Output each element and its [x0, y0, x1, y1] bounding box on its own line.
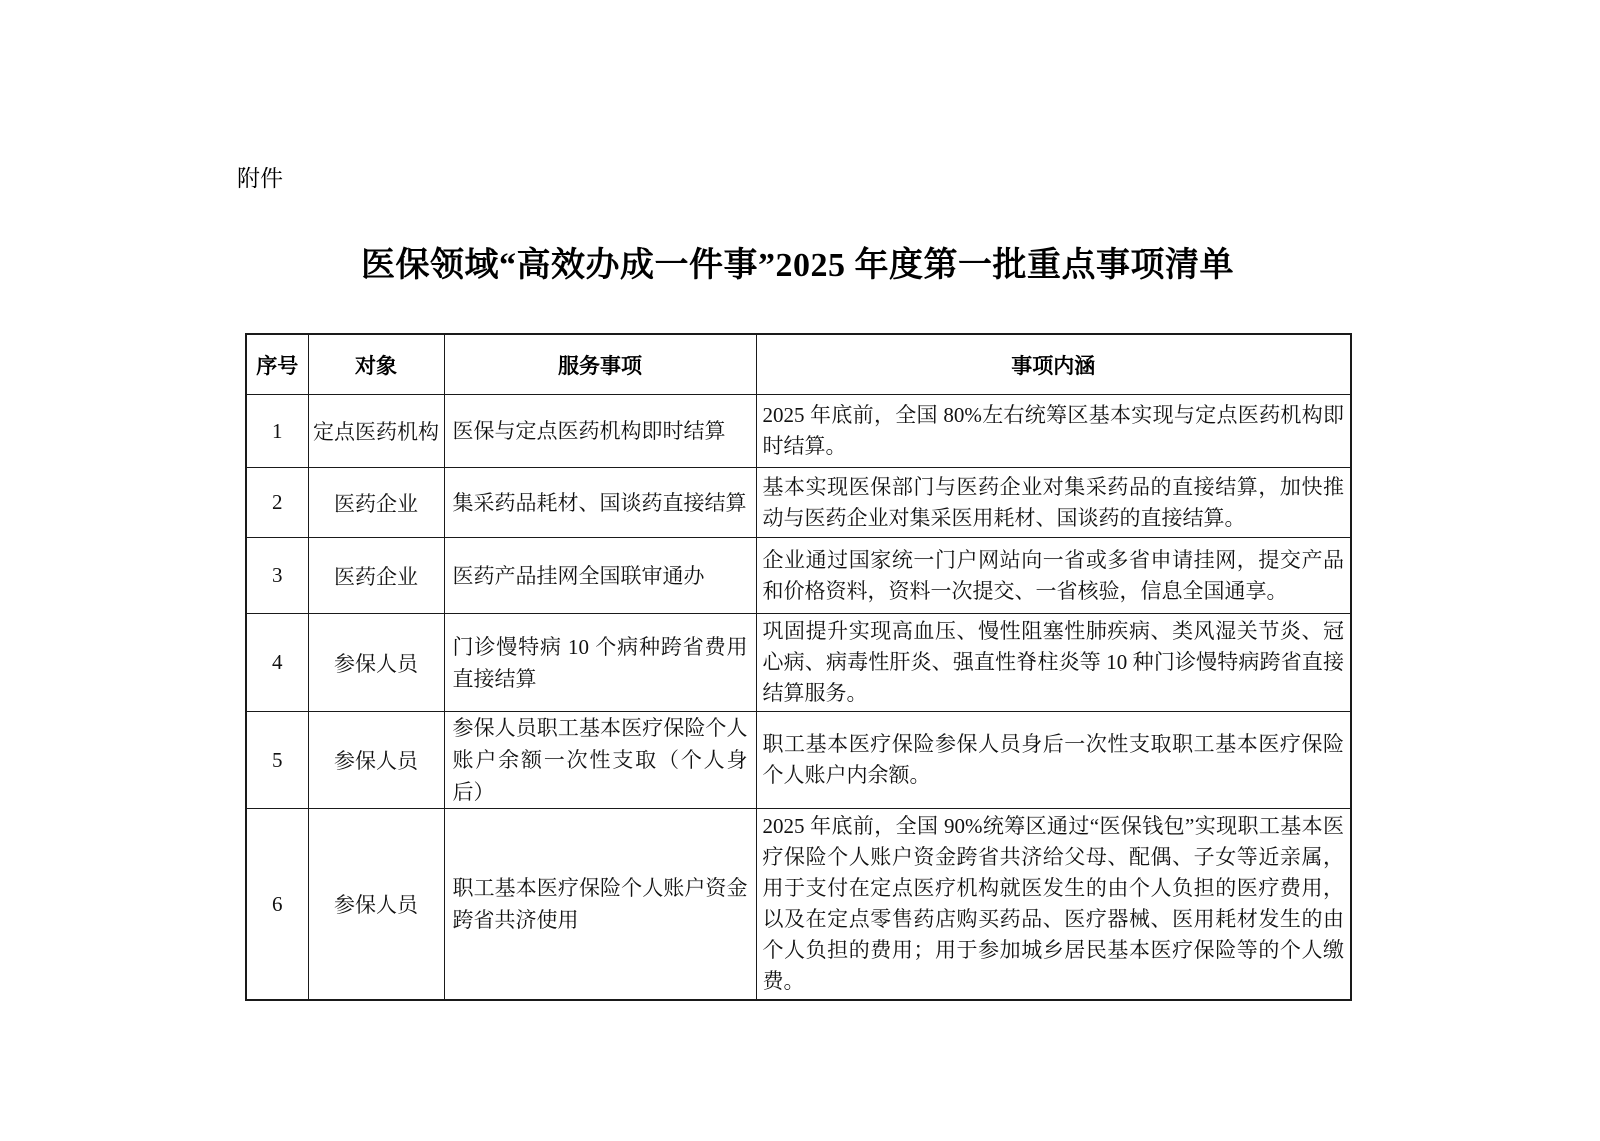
- cell-target: 医药企业: [308, 538, 444, 614]
- table-row: [246, 809, 1351, 1001]
- cell-content: 企业通过国家统一门户网站向一省或多省申请挂网，提交产品和价格资料，资料一次提交、一省核验，信息全国通享。: [756, 538, 1351, 614]
- cell-target: 医药企业: [308, 468, 444, 538]
- cell-no: 4: [246, 614, 308, 712]
- table-row: [246, 538, 1351, 614]
- table-row: [246, 468, 1351, 538]
- cell-no: 6: [246, 809, 308, 1001]
- cell-content: 2025 年底前，全国 90%统筹区通过“医保钱包”实现职工基本医疗保险个人账户资金跨省共济给父母、配偶、子女等近亲属，用于支付在定点医疗机构就医发生的由个人负担的医疗费用，以及在定点零售药店购买药品、医疗器械、医用耗材发生的由个人负担的费用；用于参加城乡居民基本医疗保险等的个人缴费。: [756, 809, 1351, 1001]
- header-cell-content: 事项内涵: [756, 334, 1351, 395]
- cell-service: 职工基本医疗保险个人账户资金跨省共济使用: [444, 809, 756, 1001]
- cell-content: 巩固提升实现高血压、慢性阻塞性肺疾病、类风湿关节炎、冠心病、病毒性肝炎、强直性脊柱炎等 10 种门诊慢特病跨省直接结算服务。: [756, 614, 1351, 712]
- cell-target: 参保人员: [308, 712, 444, 809]
- cell-service: 医药产品挂网全国联审通办: [444, 538, 756, 614]
- cell-target: 参保人员: [308, 809, 444, 1001]
- cell-no: 1: [246, 395, 308, 468]
- document-title: 医保领域“高效办成一件事”2025 年度第一批重点事项清单: [361, 247, 1234, 284]
- table-row: [246, 712, 1351, 809]
- cell-content: 基本实现医保部门与医药企业对集采药品的直接结算，加快推动与医药企业对集采医用耗材、国谈药的直接结算。: [756, 468, 1351, 538]
- cell-no: 2: [246, 468, 308, 538]
- cell-content: 2025 年底前，全国 80%左右统筹区基本实现与定点医药机构即时结算。: [756, 395, 1351, 468]
- cell-service: 参保人员职工基本医疗保险个人账户余额一次性支取（个人身后）: [444, 712, 756, 809]
- table-row: [246, 614, 1351, 712]
- cell-service: 门诊慢特病 10 个病种跨省费用直接结算: [444, 614, 756, 712]
- header-cell-service: 服务事项: [444, 334, 756, 395]
- cell-service: 集采药品耗材、国谈药直接结算: [444, 468, 756, 538]
- table-row: [246, 395, 1351, 468]
- cell-service: 医保与定点医药机构即时结算: [444, 395, 756, 468]
- cell-target: 定点医药机构: [308, 395, 444, 468]
- cell-content: 职工基本医疗保险参保人员身后一次性支取职工基本医疗保险个人账户内余额。: [756, 712, 1351, 809]
- cell-no: 5: [246, 712, 308, 809]
- attachment-label: 附件: [237, 165, 283, 191]
- header-cell-target: 对象: [308, 334, 444, 395]
- table-header-row: [246, 334, 1351, 395]
- key-items-table: [245, 333, 1352, 1001]
- cell-target: 参保人员: [308, 614, 444, 712]
- table-body: [246, 395, 1351, 1001]
- header-cell-no: 序号: [246, 334, 308, 395]
- cell-no: 3: [246, 538, 308, 614]
